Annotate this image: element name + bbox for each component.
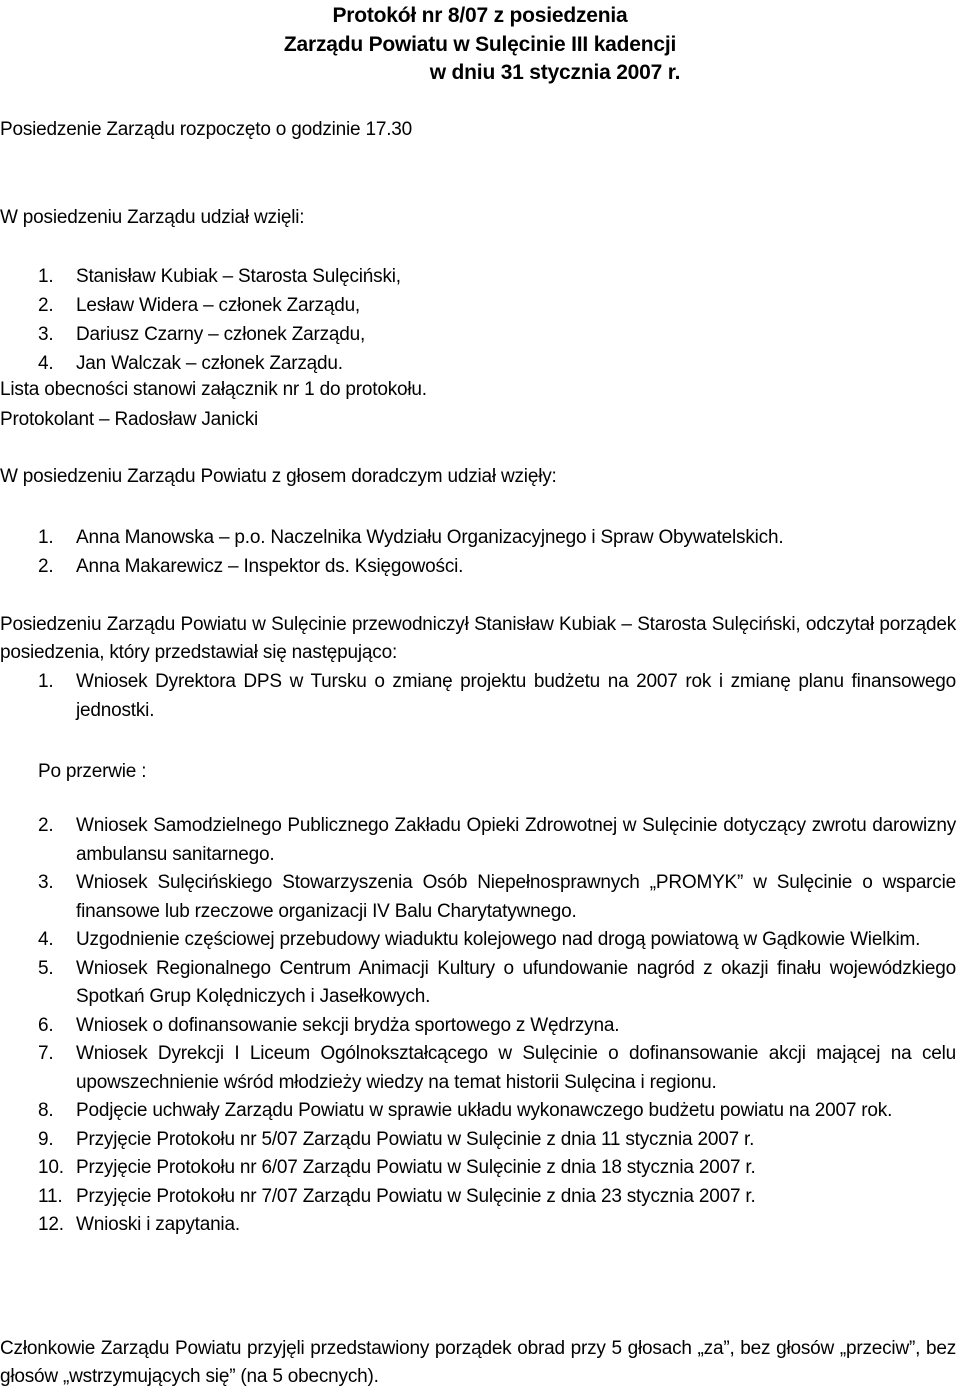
attendance-list-note: Lista obecności stanowi załącznik nr 1 do protokołu. [0, 379, 427, 400]
list-item-text: Uzgodnienie częściowej przebudowy wiaduktu kolejowego nad drogą powiatową w Gądkowie Wielkim. [76, 929, 921, 950]
list-item [0, 320, 956, 349]
list-item [0, 1154, 956, 1183]
list-item-text: Anna Makarewicz – Inspektor ds. Księgowości. [76, 556, 464, 577]
list-item-text: Wniosek Sulęcińskiego Stowarzyszenia Osób Niepełnosprawnych „PROMYK” w Sulęcinie o wsparcie finansowe lub rzeczowe organizacji IV Balu Charytatywnego. [76, 872, 956, 922]
list-item [0, 291, 956, 320]
list-item-text: Wniosek o dofinansowanie sekcji brydża sportowego z Wędrzyna. [76, 1014, 620, 1036]
advisors-heading: W posiedzeniu Zarządu Powiatu z głosem doradczym udział wzięły: [0, 466, 557, 487]
list-item [0, 668, 956, 725]
list-item-number: 1. [38, 266, 54, 287]
list-item [0, 1040, 956, 1097]
list-item-text: Lesław Widera – członek Zarządu, [76, 295, 361, 316]
attendance-list [0, 262, 956, 378]
list-item-text: Wniosek Regionalnego Centrum Animacji Kultury o ufundowanie nagród z okazji finału wojewódzkiego Spotkań Grup Kolędniczych i Jasełkowych. [76, 957, 956, 1007]
list-item [0, 1097, 956, 1126]
list-item-number: 7. [38, 1043, 54, 1064]
list-item [0, 552, 956, 581]
list-item [0, 1211, 956, 1240]
list-item-number: 2. [38, 556, 54, 577]
list-item-text: Wniosek Samodzielnego Publicznego Zakładu Opieki Zdrowotnej w Sulęcinie dotyczący zwrotu darowizny ambulansu sanitarnego. [76, 815, 956, 865]
list-item-text: Jan Walczak – członek Zarządu. [76, 353, 343, 374]
list-item [0, 869, 956, 926]
list-item-text: Przyjęcie Protokołu nr 6/07 Zarządu Powiatu w Sulęcinie z dnia 18 stycznia 2007 r. [76, 1157, 756, 1178]
list-item-text: Przyjęcie Protokołu nr 5/07 Zarządu Powiatu w Sulęcinie z dnia 11 stycznia 2007 r. [76, 1128, 755, 1150]
list-item-text: Przyjęcie Protokołu nr 7/07 Zarządu Powiatu w Sulęcinie z dnia 23 stycznia 2007 r. [76, 1185, 756, 1207]
list-item-number: 4. [38, 929, 54, 950]
advisors-list [0, 523, 956, 581]
break-label: Po przerwie : [38, 761, 147, 782]
closing-paragraph: Członkowie Zarządu Powiatu przyjęli przedstawiony porządek obrad przy 5 głosach „za”, bez głosów „przeciw”, bez głosów „wstrzymujących się” (na 5 obecnych). [0, 1338, 956, 1387]
list-item-number: 11. [38, 1185, 63, 1207]
document-title [0, 2, 960, 88]
list-item [0, 955, 956, 1012]
title-line-2: Zarządu Powiatu w Sulęcinie III kadencji [283, 32, 677, 56]
list-item-text: Wniosek Dyrektora DPS w Tursku o zmianę projektu budżetu na 2007 rok i zmianę planu finansowego jednostki. [76, 671, 956, 721]
list-item-number: 12. [38, 1214, 64, 1235]
recorder-line: Protokolant – Radosław Janicki [0, 409, 259, 430]
list-item [0, 1183, 956, 1212]
list-item-number: 5. [38, 957, 54, 979]
list-item [0, 812, 956, 869]
list-item-number: 6. [38, 1014, 54, 1036]
list-item [0, 523, 956, 552]
list-item-number: 3. [38, 872, 54, 893]
agenda-first-item [0, 668, 956, 725]
list-item-text: Podjęcie uchwały Zarządu Powiatu w sprawie układu wykonawczego budżetu powiatu na 2007 rok. [76, 1100, 893, 1121]
opening-time: Posiedzenie Zarządu rozpoczęto o godzinie 17.30 [0, 119, 413, 140]
list-item-text: Wniosek Dyrekcji I Liceum Ogólnokształcącego w Sulęcinie o dofinansowanie akcji mającej na celu upowszechnienie wśród młodzieży wiedzy na temat historii Sulęcina i regionu. [76, 1043, 956, 1093]
list-item-number: 1. [38, 527, 54, 548]
list-item-number: 8. [38, 1100, 54, 1121]
list-item [0, 1012, 956, 1041]
attendance-heading: W posiedzeniu Zarządu udział wzięli: [0, 207, 305, 228]
list-item-number: 9. [38, 1128, 54, 1150]
list-item-number: 1. [38, 671, 54, 692]
list-item-text: Anna Manowska – p.o. Naczelnika Wydziału Organizacyjnego i Spraw Obywatelskich. [76, 527, 784, 548]
list-item-text: Wnioski i zapytania. [76, 1214, 240, 1235]
list-item-number: 3. [38, 324, 54, 345]
title-line-3: w dniu 31 stycznia 2007 r. [429, 61, 681, 84]
agenda-intro: Posiedzeniu Zarządu Powiatu w Sulęcinie przewodniczył Stanisław Kubiak – Starosta Sulęciński, odczytał porządek posiedzenia, który przedstawiał się następująco: [0, 614, 956, 663]
list-item [0, 1126, 956, 1155]
list-item [0, 926, 956, 955]
list-item-text: Dariusz Czarny – członek Zarządu, [76, 324, 366, 345]
list-item-number: 2. [38, 815, 54, 836]
list-item-number: 2. [38, 295, 54, 316]
list-item-text: Stanisław Kubiak – Starosta Sulęciński, [76, 266, 401, 287]
list-item-number: 10. [38, 1157, 64, 1178]
list-item [0, 349, 956, 378]
agenda-list [0, 812, 956, 1240]
title-line-1: Protokół nr 8/07 z posiedzenia [332, 4, 628, 27]
list-item-number: 4. [38, 353, 54, 374]
list-item [0, 262, 956, 291]
